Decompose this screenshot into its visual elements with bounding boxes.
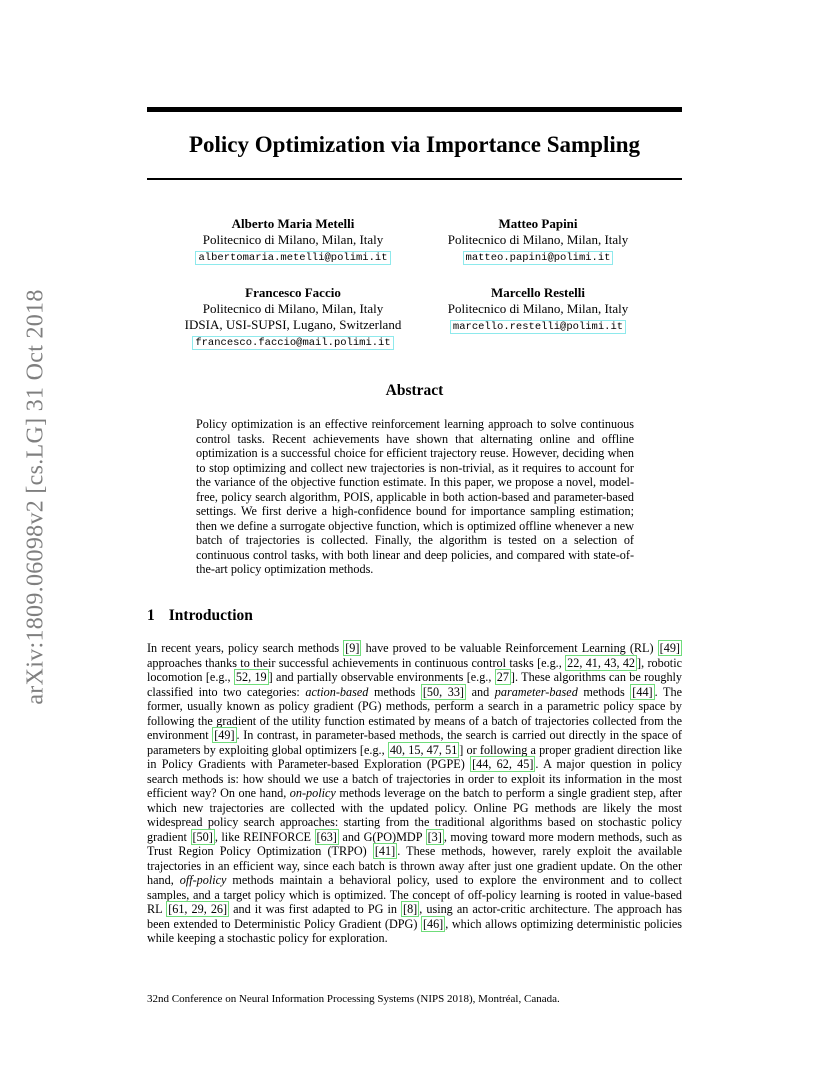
author-affiliation: Politecnico di Milano, Milan, Italy	[202, 232, 384, 247]
citation-link[interactable]: 52, 19	[235, 670, 267, 684]
citation-link[interactable]: [41]	[374, 844, 396, 858]
title-top-rule	[147, 107, 682, 112]
intro-text: and G(PO)MDP	[338, 829, 426, 844]
arxiv-identifier: arXiv:1809.06098v2 [cs.LG] 31 Oct 2018	[22, 289, 49, 705]
citation-link[interactable]: [44]	[632, 684, 653, 699]
author-email-link[interactable]: francesco.faccio@mail.polimi.it	[192, 336, 393, 350]
intro-emphasis: parameter-based	[494, 684, 578, 699]
paper-title: Policy Optimization via Importance Sampling	[188, 132, 641, 157]
intro-text: ], robotic locomotion [e.g.,	[147, 655, 682, 684]
author-affiliation: Politecnico di Milano, Milan, Italy	[447, 301, 629, 316]
citation-link[interactable]: [49]	[659, 641, 680, 655]
author-name: Francesco Faccio	[245, 285, 341, 300]
author-email-link[interactable]: albertomaria.metelli@polimi.it	[195, 251, 390, 265]
author-block	[153, 285, 433, 350]
intro-text: , moving toward more modern methods, such as Trust Region Policy Optimization (TRPO)	[147, 829, 682, 858]
intro-emphasis: action-based	[305, 684, 369, 699]
introduction-body	[147, 641, 682, 946]
section-title: Introduction	[168, 607, 253, 624]
author-email-link[interactable]: marcello.restelli@polimi.it	[450, 320, 626, 334]
citation-link[interactable]: [44, 62, 45]	[472, 757, 534, 771]
citation-link[interactable]: [46]	[422, 916, 444, 931]
intro-text: methods leverage on the batch to perform a single gradient step, after which new trajectories are collected with the updated policy. Online PG methods are likely the most widespread policy search approaches: starting from the traditional algorithms based on stochastic policy gradient	[147, 786, 682, 844]
intro-text: methods	[368, 684, 421, 699]
intro-text: , which allows optimizing deterministic policies while keeping a stochastic policy for exploration.	[147, 916, 682, 945]
citation-link[interactable]: 27	[496, 670, 509, 684]
intro-text: have proved to be valuable Reinforcement Learning (RL)	[361, 641, 658, 655]
intro-text: . These methods, however, rarely exploit the available trajectories in an efficient way, since each batch is thrown away after just one gradient update. On the other hand,	[147, 844, 682, 887]
citation-link[interactable]: [50]	[192, 829, 213, 844]
citation-link[interactable]: 40, 15, 47, 51	[389, 742, 458, 757]
citation-link[interactable]: 22, 41, 43, 42	[567, 655, 636, 670]
author-affiliation: Politecnico di Milano, Milan, Italy	[447, 232, 629, 247]
citation-link[interactable]: [3]	[427, 829, 442, 844]
intro-emphasis: off-policy	[179, 873, 227, 887]
intro-text: and	[466, 684, 495, 699]
intro-text: . In contrast, in parameter-based methods, the search is carried out directly in the space of parameters by exploiting global optimizers [e.g.,	[147, 728, 682, 757]
intro-text: , like REINFORCE	[214, 829, 315, 844]
author-block	[398, 216, 678, 265]
intro-text: ]. These algorithms can be roughly classified into two categories:	[147, 670, 683, 699]
author-email-link[interactable]: matteo.papini@polimi.it	[463, 251, 614, 265]
author-name: Alberto Maria Metelli	[231, 216, 355, 231]
citation-link[interactable]: [61, 29, 26]	[168, 902, 228, 916]
author-block	[153, 216, 433, 265]
intro-emphasis: on-policy	[289, 786, 336, 800]
abstract-body: Policy optimization is an effective reinforcement learning approach to solve continuous control tasks. Recent achievements have shown that alternating online and offline optimization is a successful choice for efficient trajectory reuse. However, deciding when to stop optimizing and collect new trajectories is non-trivial, as it requires to account for the variance of the objective function estimate. In this paper, we propose a novel, model-free, policy search algorithm, POIS, applicable in both action-based and parameter-based settings. We first derive a high-confidence bound for importance sampling estimation; then we define a surrogate objective function, which is optimized offline whenever a new batch of trajectories is collected. Finally, the algorithm is tested on a selection of continuous control tasks, with both linear and deep policies, and compared with state-of-the-art policy optimization methods.	[196, 417, 634, 576]
abstract-heading: Abstract	[385, 382, 444, 399]
citation-link[interactable]: [49]	[214, 728, 235, 742]
intro-text: ] or following a proper gradient direction like in Policy Gradients with Parameter-based Exploration (PGPE)	[147, 742, 682, 771]
conference-footnote: 32nd Conference on Neural Information Processing Systems (NIPS 2018), Montréal, Canada.	[147, 993, 560, 1005]
intro-text: and it was first adapted to PG in	[229, 902, 402, 916]
intro-text: In recent years, policy search methods	[147, 641, 344, 655]
author-affiliation: IDSIA, USI-SUPSI, Lugano, Switzerland	[184, 317, 402, 332]
citation-link[interactable]: [9]	[345, 641, 360, 655]
intro-text: methods	[577, 684, 631, 699]
intro-text: approaches thanks to their successful achievements in continuous control tasks [e.g.,	[147, 655, 566, 670]
citation-link[interactable]: [8]	[403, 902, 418, 916]
author-affiliation: Politecnico di Milano, Milan, Italy	[202, 301, 384, 316]
title-bottom-rule	[147, 178, 682, 180]
citation-link[interactable]: [50, 33]	[422, 684, 464, 699]
section-number: 1	[147, 607, 155, 624]
author-name: Matteo Papini	[498, 216, 578, 231]
intro-text: . A major question in policy search methods is: how should we use a batch of trajectories in order to exploit its information in the most efficient way? On one hand,	[147, 757, 682, 800]
intro-text: . The former, usually known as policy gradient (PG) methods, perform a search in a parametric policy space by following the gradient of the utility function estimated by means of a batch of trajectories collected from the environment	[147, 684, 682, 742]
section-heading	[147, 606, 253, 626]
citation-link[interactable]: [63]	[316, 829, 337, 844]
author-name: Marcello Restelli	[491, 285, 585, 300]
intro-text: methods maintain a behavioral policy, used to explore the environment and to collect samples, and a target policy which is optimized. The concept of off-policy learning is rooted in value-based RL	[147, 873, 682, 916]
intro-text: , using an actor-critic architecture. The approach has been extended to Deterministic Policy Gradient (DPG)	[147, 902, 683, 931]
intro-text: ] and partially observable environments [e.g.,	[268, 670, 495, 684]
author-block	[398, 285, 678, 334]
